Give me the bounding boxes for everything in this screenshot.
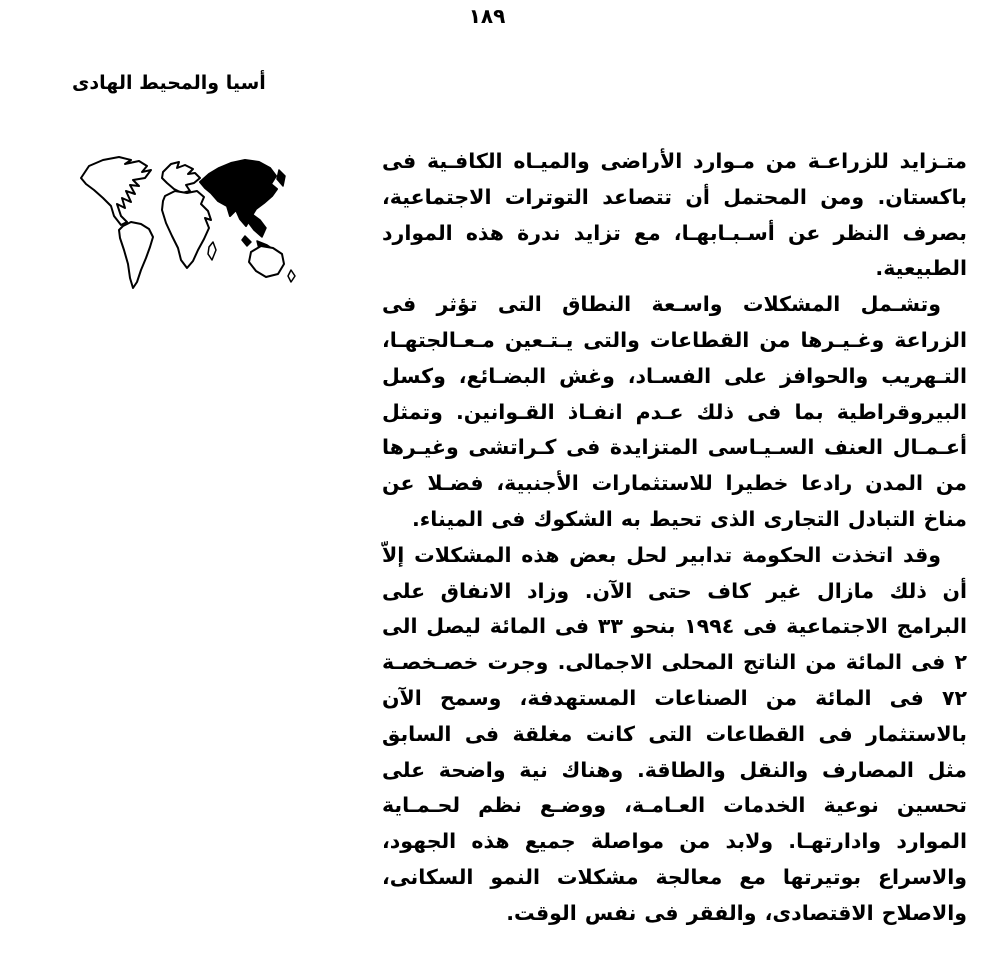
body-text-column: [382, 144, 967, 932]
map-asia-highlight: [200, 160, 277, 226]
map-new-zealand: [288, 270, 295, 282]
map-southeast-asia-highlight: [248, 214, 266, 237]
map-europe: [162, 162, 200, 193]
map-north-america: [81, 157, 151, 225]
map-africa: [162, 191, 211, 268]
map-australia: [249, 246, 284, 277]
map-south-america: [119, 222, 153, 288]
map-japan-highlight: [277, 170, 285, 186]
section-title: أسيا والمحيط الهادى: [72, 72, 266, 94]
paragraph-2: وتشـمل المشكلات واسـعة النطاق التى تؤثر فى الزراعة وغـيـرها من القطاعات والتى يـتـعين مـعـالجتهـا، التـهريب والحوافز على الفسـاد، وغش البضـائع، وكسل البيروقراطية بما فى ذلك عـدم انفـاذ القـوانين. وتمثل أعـمـال العنف السـيـاسى المتزايدة فى كـراتشى وغيـرها من المدن رادعا خطيرا للاستثمارات الأجنبية، فضـلا عن مناخ التبادل التجارى الذى تحيط به الشكوك فى الميناء.: [382, 292, 967, 531]
world-map-asia-highlighted-icon: [66, 146, 316, 294]
map-indonesia-highlight-2: [242, 236, 251, 246]
map-madagascar: [208, 242, 216, 260]
paragraph-1: متـزايد للزراعـة من مـوارد الأراضى والميـاه الكافـية فى باكستان. ومن المحتمل أن تتصاعد التوترات الاجتماعية، بصرف النظر عن أسـبـابهـا، مع تزايد ندرة هذه الموارد الطبيعية.: [382, 149, 967, 281]
paragraph-3: وقد اتخذت الحكومة تدابير لحل بعض هذه المشكلات إلاّ أن ذلك مازال غير كاف حتى الآن. وزاد الانفاق على البرامج الاجتماعية فى ١٩٩٤ بنحو ٣٣ فى المائة ليصل الى ٢ فى المائة من الناتج المحلى الاجمالى. وجرت خصـخصـة ٧٢ فى المائة من الصناعات المستهدفة، وسمح الآن بالاستثمار فى القطاعات التى كانت مغلقة فى السابق مثل المصارف والنقل والطاقة. وهناك نية واضحة على تحسين نوعية الخدمات العـامـة، ووضـع نظم لحـمـاية الموارد وادارتهـا. ولابد من مواصلة جميع هذه الجهود، والاسراع بوتيرتها مع معالجة مشكلات النمو السكانى، والاصلاح الاقتصادى، والفقر فى نفس الوقت.: [382, 542, 968, 925]
page-number: ١٨٩: [468, 4, 506, 28]
world-map-figure: [66, 146, 316, 294]
